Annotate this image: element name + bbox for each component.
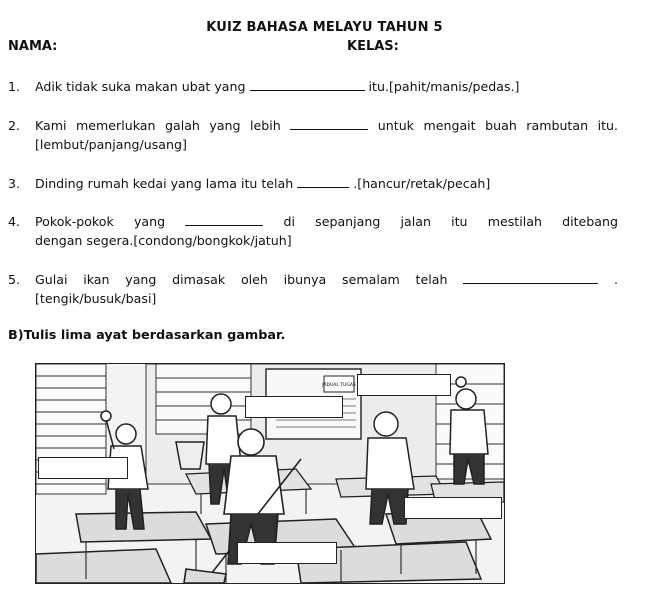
question-number: 3. — [8, 176, 21, 191]
question-text: Pokok-pokok yang — [35, 214, 166, 229]
classroom-illustration — [35, 363, 505, 584]
question-text: untuk mengait buah rambutan itu. — [377, 118, 618, 133]
answer-blank[interactable] — [297, 174, 349, 188]
question-4 — [8, 212, 618, 250]
name-label: NAMA: — [8, 39, 58, 54]
question-options: [tengik/busuk/basi] — [35, 291, 157, 306]
label-answer-box[interactable] — [357, 374, 451, 396]
answer-blank[interactable] — [250, 77, 365, 91]
question-options: itu.[pahit/manis/pedas.] — [368, 79, 520, 94]
question-number: 5. — [8, 272, 21, 287]
notice-text: JADUAL TUGAS — [322, 383, 356, 388]
label-answer-box[interactable] — [237, 542, 337, 564]
question-2 — [8, 116, 618, 154]
question-text: Adik tidak suka makan ubat yang — [35, 79, 246, 94]
label-answer-box[interactable] — [38, 457, 128, 479]
question-options: dengan segera.[condong/bongkok/jatuh] — [35, 233, 292, 248]
question-options: .[hancur/retak/pecah] — [353, 176, 491, 191]
question-number: 2. — [8, 118, 21, 133]
quiz-title: KUIZ BAHASA MELAYU TAHUN 5 — [206, 20, 443, 35]
label-answer-box[interactable] — [404, 497, 502, 519]
question-1 — [8, 77, 618, 96]
answer-blank[interactable] — [185, 212, 263, 226]
section-b-heading: B)Tulis lima ayat berdasarkan gambar. — [8, 328, 286, 343]
question-text: di sepanjang jalan itu mestilah ditebang — [283, 214, 618, 229]
label-answer-box[interactable] — [245, 396, 343, 418]
question-3 — [8, 174, 618, 193]
question-options: [lembut/panjang/usang] — [35, 137, 187, 152]
question-text: Kami memerlukan galah yang lebih — [35, 118, 281, 133]
question-text: . — [613, 272, 618, 287]
question-5 — [8, 270, 618, 308]
class-label: KELAS: — [347, 39, 399, 54]
question-text: Gulai ikan yang dimasak oleh ibunya semalam telah — [35, 272, 448, 287]
question-text: Dinding rumah kedai yang lama itu telah — [35, 176, 294, 191]
answer-blank[interactable] — [290, 116, 368, 130]
answer-blank[interactable] — [463, 270, 598, 284]
question-number: 4. — [8, 214, 21, 229]
question-number: 1. — [8, 79, 21, 94]
